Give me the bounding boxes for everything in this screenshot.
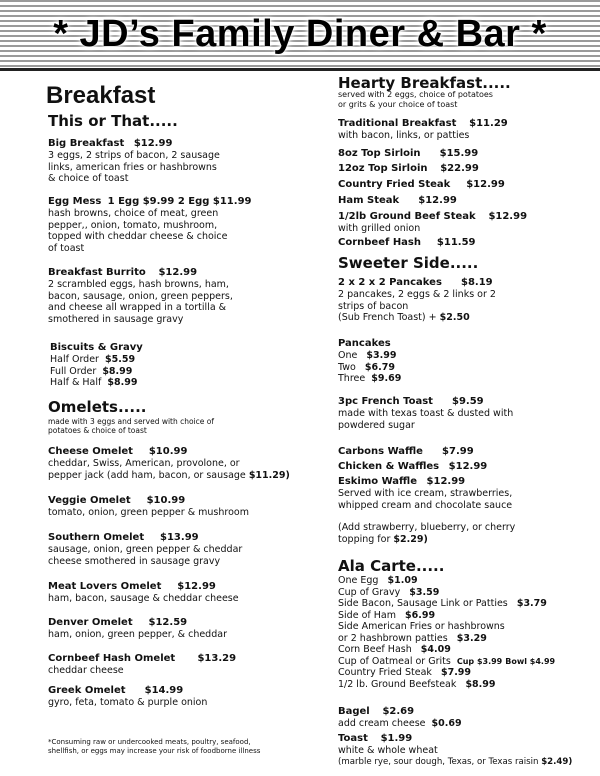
item-name: Cornbeef Hash Omelet <box>48 653 176 664</box>
item-name: Veggie Omelet <box>48 495 131 506</box>
portion-price: $8.99 <box>107 377 138 388</box>
item-price: $15.99 <box>439 148 479 159</box>
item-name: Carbons Waffle <box>338 446 423 457</box>
ala-price: $6.99 <box>405 609 436 621</box>
item-name: 12oz Top Sirloin <box>338 163 428 174</box>
header-banner <box>0 0 600 71</box>
ala-label: Corn Beef Hash <box>338 644 412 655</box>
item-price: $12.99 <box>133 138 173 149</box>
item-desc: 2 scrambled eggs, hash browns, ham, <box>48 279 229 290</box>
item-price: $13.99 <box>160 532 199 543</box>
ala-label: Country Fried Steak <box>338 667 432 678</box>
note-line: topping for <box>338 533 394 545</box>
item-price: $1.99 <box>380 733 413 744</box>
substitution-note: (Sub French Toast) + <box>338 312 440 323</box>
item-desc: topped with cheddar cheese & choice <box>48 231 228 242</box>
item-desc: links, american fries or hashbrowns <box>48 161 217 173</box>
note-line: (Add strawberry, blueberry, or cherry <box>338 522 516 533</box>
item-name: Biscuits & Gravy <box>50 342 143 353</box>
ala-row <box>338 587 555 599</box>
item-price: $12.59 <box>148 617 188 628</box>
disclaimer-line: *Consuming raw or undercooked meats, poultry, seafood, <box>48 738 251 746</box>
item-desc: add cream cheese <box>338 718 426 729</box>
item-desc: of toast <box>48 242 85 254</box>
menu-item-big-breakfast <box>48 138 220 185</box>
item-price: $10.99 <box>146 495 186 506</box>
menu-item-pancakes <box>338 338 401 385</box>
portion-label: Half Order <box>50 354 99 365</box>
item-desc: sausage, onion, green pepper & cheddar <box>48 544 243 555</box>
item-price: $12.99 <box>426 476 466 487</box>
item-desc: and cheese all wrapped in a tortilla & <box>48 302 227 313</box>
item-name: 3pc French Toast <box>338 396 433 407</box>
portion-label: One <box>338 350 358 361</box>
item-name: Bagel <box>338 706 370 717</box>
item-name: Southern Omelet <box>48 532 145 543</box>
item-name: 2 x 2 x 2 Pancakes <box>338 277 442 288</box>
menu-item-biscuits-gravy <box>50 342 143 389</box>
item-price: $7.99 <box>442 446 474 457</box>
item-desc: bacon, sausage, onion, green peppers, <box>48 290 233 302</box>
menu-item-ham-steak <box>338 195 457 207</box>
item-desc: powdered sugar <box>338 419 415 431</box>
portion-label: Three <box>338 373 366 384</box>
portion-label: Full Order <box>50 365 97 377</box>
item-name: Denver Omelet <box>48 617 133 628</box>
item-desc: pepper,, onion, tomato, mushroom, <box>48 219 218 231</box>
item-name: Meat Lovers Omelet <box>48 581 162 592</box>
substitution-price: $2.50 <box>439 312 470 323</box>
ala-label: One Egg <box>338 575 379 586</box>
item-desc: & choice of toast <box>48 173 129 184</box>
item-name: Cornbeef Hash <box>338 237 422 248</box>
item-name: Big Breakfast <box>48 138 125 149</box>
ala-label: Cup of Gravy <box>338 586 401 598</box>
item-price: $8.19 <box>460 277 493 288</box>
ala-price: $3.29 <box>456 632 487 644</box>
this-or-that-heading: This or That..... <box>48 112 178 130</box>
ala-label: Side Bacon, Sausage Link or Patties <box>338 598 508 609</box>
item-name: Egg Mess <box>48 196 102 207</box>
menu-item-country-fried-steak <box>338 179 505 191</box>
sweeter-heading: Sweeter Side..... <box>338 254 479 272</box>
item-name: Toast <box>338 733 368 744</box>
ala-carte-heading: Ala Carte..... <box>338 557 445 575</box>
item-price: 1 Egg $9.99 2 Egg $11.99 <box>107 196 252 207</box>
menu-item-chicken-waffles <box>338 461 487 473</box>
item-desc: gyro, feta, tomato & purple onion <box>48 697 208 708</box>
item-name: Cheese Omelet <box>48 446 133 457</box>
item-price: $22.99 <box>440 163 479 174</box>
item-desc: Served with ice cream, strawberries, <box>338 488 513 499</box>
item-desc: with grilled onion <box>338 223 421 234</box>
menu-item-southern-omelet <box>48 532 242 567</box>
portion-label: Half & Half <box>50 377 102 388</box>
menu-item-ground-beef-steak <box>338 211 527 235</box>
ala-row <box>338 667 555 679</box>
item-desc: (marble rye, sour dough, Texas, or Texas raisin <box>338 756 542 767</box>
hearty-note <box>338 90 493 110</box>
ala-price: $8.99 <box>465 678 496 690</box>
portion-label: Two <box>338 361 356 373</box>
portion-price: $9.69 <box>371 373 402 384</box>
item-price: $11.59 <box>436 237 476 248</box>
item-price: $12.99 <box>177 581 216 592</box>
addon-price: $0.69 <box>431 718 462 729</box>
note-line: potatoes & choice of toast <box>48 426 147 435</box>
item-name: Ham Steak <box>338 195 400 206</box>
menu-item-greek-omelet <box>48 685 207 709</box>
menu-item-cheese-omelet <box>48 446 290 481</box>
item-desc: ham, onion, green pepper, & cheddar <box>48 629 227 640</box>
item-desc: whipped cream and chocolate sauce <box>338 499 513 511</box>
item-price: $12.99 <box>448 461 488 472</box>
disclaimer-line: shellfish, or eggs may increase your risk of foodborne illness <box>48 747 261 755</box>
note-line: made with 3 eggs and served with choice of <box>48 417 215 426</box>
ala-row <box>338 644 555 656</box>
menu-item-egg-mess <box>48 196 251 254</box>
omelets-heading: Omelets..... <box>48 398 147 416</box>
hearty-heading: Hearty Breakfast..... <box>338 74 511 92</box>
ala-row <box>338 598 555 610</box>
ala-label: Cup of Oatmeal or Grits <box>338 655 451 667</box>
item-name: 1/2lb Ground Beef Steak <box>338 211 476 222</box>
ala-row-oatmeal <box>338 656 555 668</box>
ala-row <box>338 633 555 645</box>
topping-add-note <box>338 522 515 545</box>
item-desc: pepper jack (add ham, bacon, or sausage <box>48 469 249 481</box>
item-name: Eskimo Waffle <box>338 476 417 487</box>
page-title: * JD’s Family Diner & Bar * <box>53 13 547 55</box>
menu-item-breakfast-burrito <box>48 267 233 325</box>
menu-item-carbons-waffle <box>338 446 474 458</box>
item-desc: ham, bacon, sausage & cheddar cheese <box>48 593 239 604</box>
item-desc: made with texas toast & dusted with <box>338 408 514 419</box>
menu-item-toast <box>338 733 572 768</box>
breakfast-heading: Breakfast <box>46 82 156 109</box>
item-name: Traditional Breakfast <box>338 118 457 129</box>
item-desc: cheddar, Swiss, American, provolone, or <box>48 458 240 469</box>
item-name: Breakfast Burrito <box>48 267 146 278</box>
portion-price: $8.99 <box>102 365 133 377</box>
menu-item-traditional-breakfast <box>338 118 508 142</box>
item-desc: 2 pancakes, 2 eggs & 2 links or 2 <box>338 289 496 300</box>
menu-item-12oz-sirloin <box>338 163 479 175</box>
ala-price: $1.09 <box>387 575 418 586</box>
item-name: 8oz Top Sirloin <box>338 148 421 159</box>
ala-price: $7.99 <box>440 667 472 678</box>
menu-item-eskimo-waffle <box>338 476 512 511</box>
addon-price: $2.49) <box>541 756 573 767</box>
menu-item-french-toast <box>338 396 513 431</box>
item-name: Country Fried Steak <box>338 179 451 190</box>
item-desc: tomato, onion, green pepper & mushroom <box>48 507 249 518</box>
item-price: $13.29 <box>197 653 237 664</box>
menu-item-denver-omelet <box>48 617 227 641</box>
item-desc: smothered in sausage gravy <box>48 313 184 325</box>
note-line: or grits & your choice of toast <box>338 100 458 109</box>
item-name: Greek Omelet <box>48 685 126 696</box>
menu-item-222-pancakes <box>338 277 496 324</box>
menu-item-cornbeef-hash <box>338 237 476 249</box>
ala-label: 1/2 lb. Ground Beefsteak <box>338 678 457 690</box>
menu-item-veggie-omelet <box>48 495 249 519</box>
ala-label: Side American Fries or hashbrowns <box>338 621 505 632</box>
item-name: Pancakes <box>338 338 391 349</box>
ala-price: $3.59 <box>409 586 440 598</box>
ala-row <box>338 610 555 622</box>
item-desc: hash browns, choice of meat, green <box>48 208 219 219</box>
menu-item-cornbeef-hash-omelet <box>48 653 236 677</box>
item-price: $2.69 <box>382 706 415 717</box>
item-price: $11.29 <box>469 118 508 129</box>
note-line: served with 2 eggs, choice of potatoes <box>338 90 493 99</box>
omelets-note <box>48 417 214 435</box>
ala-price-cup: Cup $3.99 <box>456 656 503 666</box>
ala-row <box>338 621 555 633</box>
item-price: $12.99 <box>418 195 457 206</box>
item-name: Chicken & Waffles <box>338 461 440 472</box>
menu-item-bagel <box>338 706 462 730</box>
ala-label: Side of Ham <box>338 609 396 621</box>
ala-label: or 2 hashbrown patties <box>338 632 448 644</box>
item-desc: 3 eggs, 2 strips of bacon, 2 sausage <box>48 150 220 161</box>
ala-carte-list <box>338 575 555 690</box>
item-price: $10.99 <box>148 446 188 457</box>
item-desc: cheddar cheese <box>48 665 124 676</box>
item-desc: cheese smothered in sausage gravy <box>48 555 221 567</box>
ala-price: $4.09 <box>420 644 451 655</box>
menu-item-8oz-sirloin <box>338 148 478 160</box>
item-desc: strips of bacon <box>338 300 409 312</box>
item-price: $14.99 <box>144 685 184 696</box>
portion-price: $6.79 <box>364 361 395 373</box>
ala-row <box>338 679 555 691</box>
portion-price: $3.99 <box>366 350 397 361</box>
item-extra-price: $11.29) <box>248 469 290 481</box>
food-safety-disclaimer <box>48 738 260 756</box>
item-desc: white & whole wheat <box>338 745 438 756</box>
item-price: $12.99 <box>158 267 198 278</box>
ala-row <box>338 575 555 587</box>
item-price: $12.99 <box>488 211 528 222</box>
item-price: $9.59 <box>452 396 484 407</box>
ala-price: $3.79 <box>516 598 547 609</box>
topping-price: $2.29) <box>393 533 428 545</box>
item-price: $12.99 <box>466 179 505 190</box>
item-desc: with bacon, links, or patties <box>338 130 470 141</box>
menu-item-meat-lovers-omelet <box>48 581 239 605</box>
ala-price-bowl: Bowl $4.99 <box>505 656 556 666</box>
portion-price: $5.59 <box>105 354 136 365</box>
